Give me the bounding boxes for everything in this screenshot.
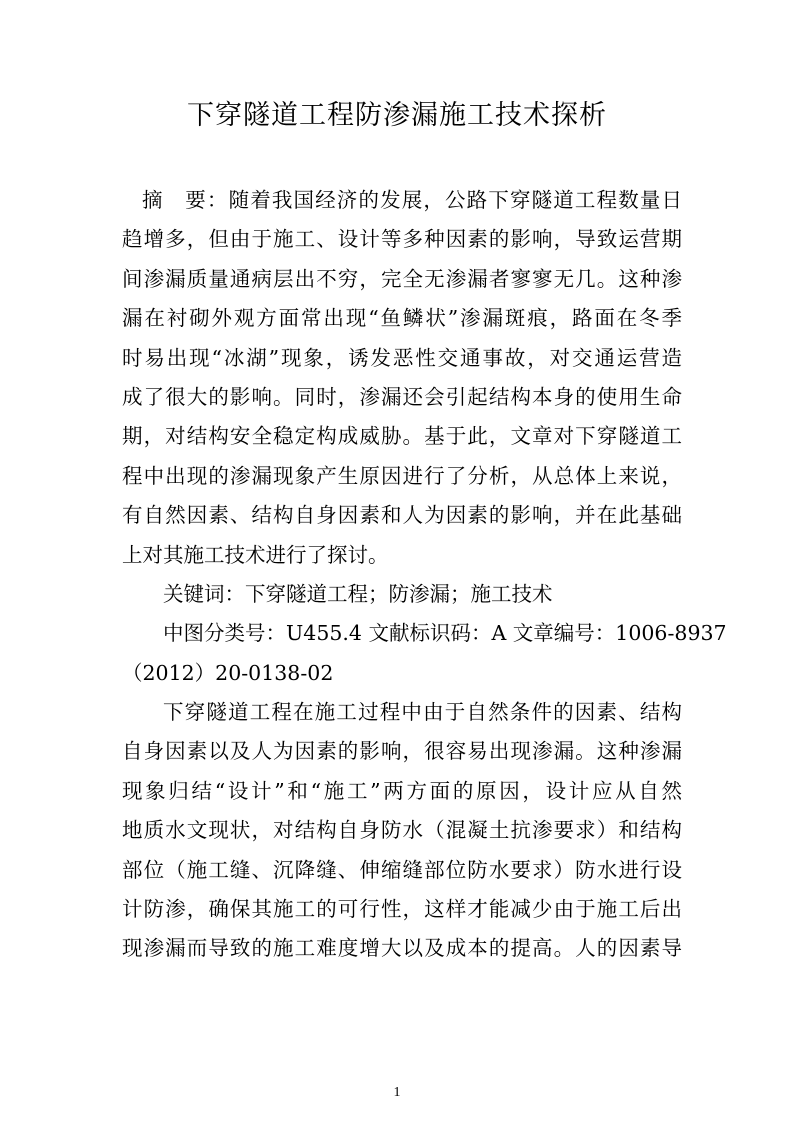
text-line: 下穿隧道工程在施工过程中由于自然条件的因素、结构 xyxy=(163,700,682,725)
text-line: 部位（施工缝、沉降缝、伸缩缝部位防水要求）防水进行设 xyxy=(122,857,682,882)
text-line: 成了很大的影响。同时，渗漏还会引起结构本身的使用生命 xyxy=(122,384,682,409)
text-line: 关键词：下穿隧道工程；防渗漏；施工技术 xyxy=(163,581,553,606)
text-line: 间渗漏质量通病层出不穷，完全无渗漏者寥寥无几。这种渗 xyxy=(122,266,682,291)
text-line: 现象归结“设计”和“施工”两方面的原因，设计应从自然 xyxy=(122,778,682,803)
text-line: 程中出现的渗漏现象产生原因进行了分析，从总体上来说， xyxy=(122,463,682,488)
document-title: 下穿隧道工程防渗漏施工技术探析 xyxy=(187,100,607,131)
text-line: 地质水文现状，对结构自身防水（混凝土抗渗要求）和结构 xyxy=(122,818,682,843)
text-line: 现渗漏而导致的施工难度增大以及成本的提高。人的因素导 xyxy=(122,936,682,961)
text-line: 上对其施工技术进行了探讨。 xyxy=(122,542,389,567)
text-line: 漏在衬砌外观方面常出现“鱼鳞状”渗漏斑痕，路面在冬季 xyxy=(122,306,682,331)
text-line: （2012）20-0138-02 xyxy=(122,660,334,685)
body-text xyxy=(122,181,727,969)
text-line: 有自然因素、结构自身因素和人为因素的影响，并在此基础 xyxy=(122,503,682,528)
text-line: 自身因素以及人为因素的影响，很容易出现渗漏。这种渗漏 xyxy=(122,739,682,764)
text-line: 摘 要：随着我国经济的发展，公路下穿隧道工程数量日 xyxy=(142,188,682,212)
page-number: 1 xyxy=(393,1085,401,1100)
text-line: 计防渗，确保其施工的可行性，这样才能减少由于施工后出 xyxy=(122,897,682,922)
text-line: 时易出现“冰湖”现象，诱发恶性交通事故，对交通运营造 xyxy=(122,345,682,370)
text-line: 趋增多，但由于施工、设计等多种因素的影响，导致运营期 xyxy=(122,227,682,252)
text-line: 中图分类号：U455.4 文献标识码：A 文章编号：1006-8937 xyxy=(163,621,727,646)
text-line: 期，对结构安全稳定构成威胁。基于此，文章对下穿隧道工 xyxy=(122,424,682,449)
